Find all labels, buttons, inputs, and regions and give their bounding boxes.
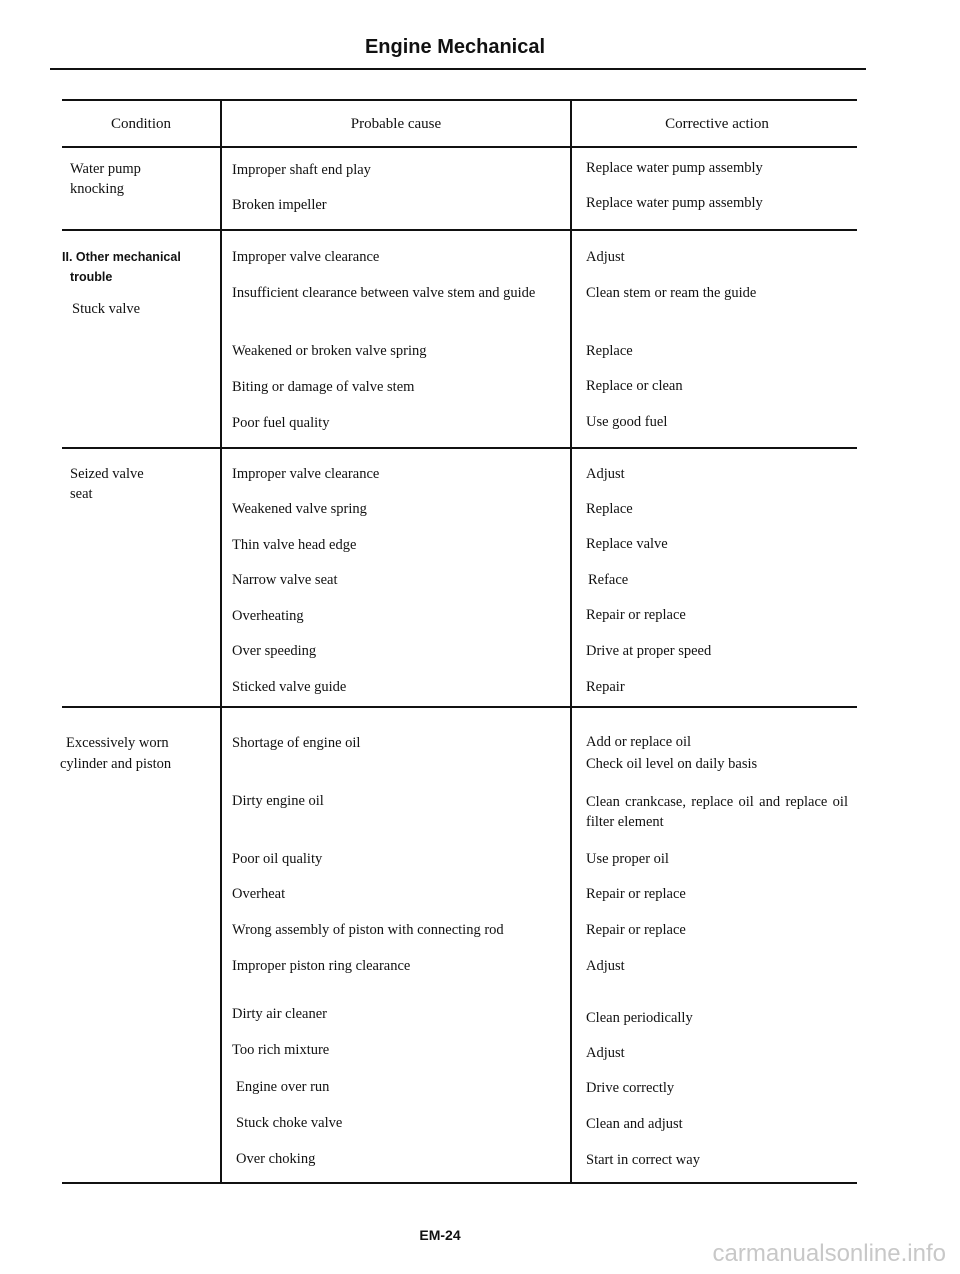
- cause-item: Dirty air cleaner: [232, 1006, 328, 1022]
- action-item: Clean periodically: [586, 1010, 693, 1026]
- condition-label: Stuck valve: [72, 301, 141, 317]
- cause-item: Engine over run: [236, 1079, 330, 1095]
- action-item: Check oil level on daily basis: [586, 756, 758, 772]
- condition-label: knocking: [70, 181, 124, 197]
- cause-item: Poor fuel quality: [232, 415, 330, 431]
- cause-item: Insufficient clearance between valve stem and guide: [232, 285, 536, 301]
- cause-item: Over speeding: [232, 643, 317, 659]
- cause-item: Improper valve clearance: [232, 249, 380, 265]
- table-top-rule: [62, 99, 857, 101]
- column-divider: [220, 99, 222, 1184]
- condition-label: cylinder and piston: [60, 756, 172, 772]
- action-item: Adjust: [586, 1045, 625, 1061]
- action-item: Replace or clean: [586, 378, 683, 394]
- section-heading: trouble: [70, 270, 113, 284]
- action-item: Replace: [586, 501, 633, 517]
- condition-label: Excessively worn: [66, 735, 169, 751]
- cause-item: Narrow valve seat: [232, 572, 338, 588]
- action-item: Replace water pump assembly: [586, 160, 763, 176]
- condition-label: Water pump: [70, 161, 141, 177]
- cause-item: Improper shaft end play: [232, 162, 371, 178]
- header-rule: [50, 68, 866, 70]
- cause-item: Shortage of engine oil: [232, 735, 361, 751]
- row-divider: [62, 706, 857, 708]
- action-item: Clean and adjust: [586, 1116, 683, 1132]
- page-header: Engine Mechanical: [364, 36, 546, 58]
- action-item: Use good fuel: [586, 414, 668, 430]
- cause-item: Dirty engine oil: [232, 793, 324, 809]
- condition-label: Seized valve: [70, 466, 144, 482]
- action-item: Adjust: [586, 249, 625, 265]
- cause-item: Stuck choke valve: [236, 1115, 343, 1131]
- action-item: Clean stem or ream the guide: [586, 285, 757, 301]
- page-number: EM-24: [419, 1227, 461, 1243]
- row-divider: [62, 229, 857, 231]
- action-item: Reface: [588, 572, 629, 588]
- watermark: carmanualsonline.info: [712, 1240, 946, 1267]
- action-item: Repair or replace: [586, 886, 686, 902]
- cause-item: Wrong assembly of piston with connecting rod: [232, 922, 504, 938]
- cause-item: Improper piston ring clearance: [232, 958, 411, 974]
- action-item: Drive at proper speed: [586, 643, 712, 659]
- column-divider: [570, 99, 572, 1184]
- cause-item: Broken impeller: [232, 197, 327, 213]
- cause-item: Poor oil quality: [232, 851, 323, 867]
- cause-item: Sticked valve guide: [232, 679, 347, 695]
- cause-item: Weakened or broken valve spring: [232, 343, 427, 359]
- action-item: Clean crankcase, replace oil and replace oil filter element: [586, 794, 848, 830]
- section-heading: II. Other mechanical: [62, 250, 181, 264]
- cause-item: Overheating: [232, 608, 304, 624]
- cause-item: Improper valve clearance: [232, 466, 380, 482]
- action-item: Replace valve: [586, 536, 668, 552]
- cause-item: Over choking: [236, 1151, 316, 1167]
- column-header-cause: Probable cause: [350, 116, 442, 132]
- action-item: Use proper oil: [586, 851, 669, 867]
- action-item: Adjust: [586, 958, 625, 974]
- cause-item: Biting or damage of valve stem: [232, 379, 415, 395]
- action-item: Drive correctly: [586, 1080, 675, 1096]
- table-bottom-rule: [62, 1182, 857, 1184]
- cause-item: Thin valve head edge: [232, 537, 357, 553]
- action-item: Start in correct way: [586, 1152, 700, 1168]
- cause-item: Too rich mixture: [232, 1042, 330, 1058]
- column-header-action: Corrective action: [665, 116, 769, 132]
- condition-label: seat: [70, 486, 93, 502]
- cause-item: Weakened valve spring: [232, 501, 367, 517]
- column-header-condition: Condition: [110, 116, 171, 132]
- action-item: Repair: [586, 679, 625, 695]
- action-item: Repair or replace: [586, 922, 686, 938]
- header-bottom-rule: [62, 146, 857, 148]
- action-item: Add or replace oil: [586, 734, 692, 750]
- action-item: Replace: [586, 343, 633, 359]
- action-item: Repair or replace: [586, 607, 686, 623]
- action-item: Replace water pump assembly: [586, 195, 763, 211]
- cause-item: Overheat: [232, 886, 286, 902]
- action-item: Adjust: [586, 466, 625, 482]
- row-divider: [62, 447, 857, 449]
